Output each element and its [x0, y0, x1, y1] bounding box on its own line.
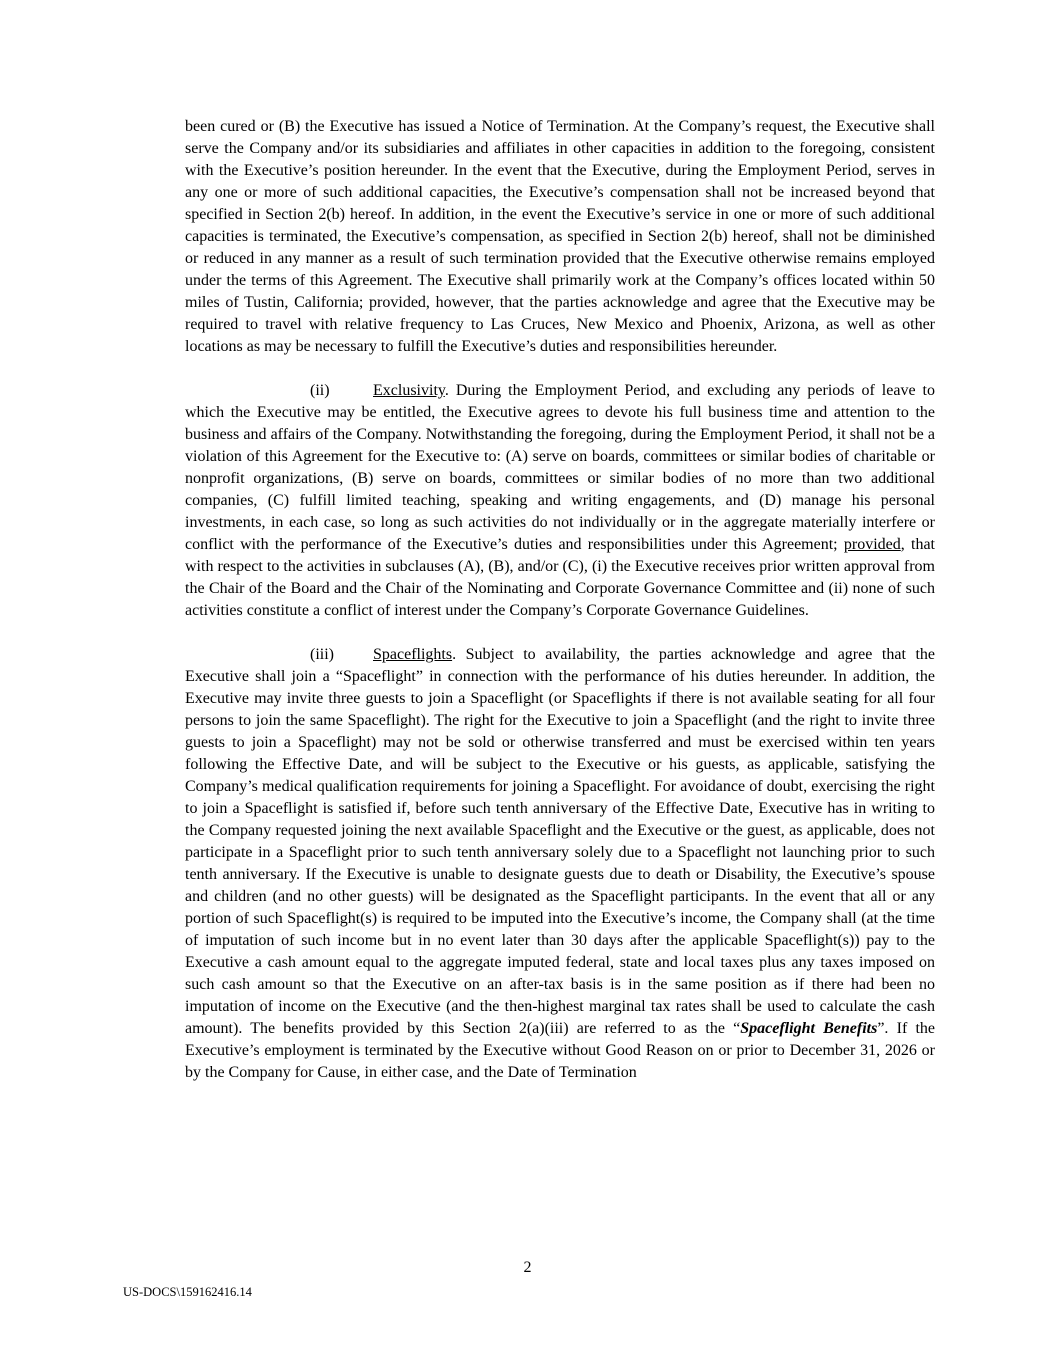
clause-marker: (iii): [310, 646, 334, 663]
clause-heading: Spaceflights: [373, 646, 453, 663]
paragraph-text: . During the Employment Period, and excluding any periods of leave to which the Executive may be entitled, the Executive agrees to devote his full business time and attention to the business and affairs of the Company. Notwithstanding the foregoing, during the Employment Period, it shall not be a violation of this Agreement for the Executive to: (A) serve on boards, committees or similar bodies of charitable or nonprofit organizations, (B) serve on boards, committees or similar bodies of no more than two additional companies, (C) fulfill limited teaching, speaking and writing engagements, and (D) manage his personal investments, in each case, so long as such activities do not individually or in the aggregate materially interfere or conflict with the performance of the Executive’s duties and responsibilities under this Agreement;: [185, 382, 935, 553]
document-id-footer: US-DOCS\159162416.14: [123, 1285, 252, 1299]
paragraph-exclusivity: [185, 380, 935, 622]
paragraph-text: , that with respect to the activities in subclauses (A), (B), and/or (C), (i) the Executive receives prior written approval from the Chair of the Board and the Chair of the Nominating and Corporate Governance Committee and (ii) none of such activities constitute a conflict of interest under the Company’s Corporate Governance Guidelines.: [185, 536, 935, 619]
paragraph-spaceflights: [185, 644, 935, 1084]
clause-marker: (ii): [310, 382, 330, 399]
page-number: 2: [523, 1259, 532, 1276]
paragraph-continuation: [185, 116, 935, 358]
clause-heading: Exclusivity: [373, 382, 445, 399]
paragraph-text: . Subject to availability, the parties acknowledge and agree that the Executive shall join a “Spaceflight” in connection with the performance of his duties hereunder. In addition, the Executive may invite three guests to join a Spaceflight (or Spaceflights if there is not available seating for all four persons to join the same Spaceflight). The right for the Executive to join a Spaceflight (and the right to invite three guests to join a Spaceflight) may not be sold or otherwise transferred and must be exercised within ten years following the Effective Date, and will be subject to the Executive or his guests, as applicable, satisfying the Company’s medical qualification requirements for joining a Spaceflight. For avoidance of doubt, exercising the right to join a Spaceflight is satisfied if, before such tenth anniversary of the Effective Date, Executive has in writing to the Company requested joining the next available Spaceflight and the Executive or the guest, as applicable, does not participate in a Spaceflight prior to such tenth anniversary solely due to a Spaceflight not launching prior to such tenth anniversary. If the Executive is unable to designate guests due to death or Disability, the Executive’s spouse and children (and no other guests) will be designated as the Spaceflight participants. In the event that all or any portion of such Spaceflight(s) is required to be imputed into the Executive’s income, the Company shall (at the time of imputation of such income but in no event later than 30 days after the applicable Spaceflight(s)) pay to the Executive a cash amount equal to the aggregate imputed federal, state and local taxes plus any taxes imposed on such cash amount so that the Executive on an after-tax basis is in the same position as if there had been no imputation of income on the Executive (and the then-highest marginal tax rates shall be used to calculate the cash amount). The benefits provided by this Section 2(a)(iii) are referred to as the “: [185, 646, 935, 1037]
document-body: [185, 116, 935, 1106]
paragraph-text: been cured or (B) the Executive has issued a Notice of Termination. At the Company’s request, the Executive shall serve the Company and/or its subsidiaries and affiliates in other capacities in addition to the foregoing, consistent with the Executive’s position hereunder. In the event that the Executive, during the Employment Period, serves in any one or more of such additional capacities, the Executive’s compensation shall not be increased beyond that specified in Section 2(b) hereof. In addition, in the event the Executive’s service in one or more of such additional capacities is terminated, the Executive’s compensation, as specified in Section 2(b) hereof, shall not be diminished or reduced in any manner as a result of such termination provided that the Executive otherwise remains employed under the terms of this Agreement. The Executive shall primarily work at the Company’s offices located within 50 miles of Tustin, California; provided, however, that the parties acknowledge and agree that the Executive may be required to travel with relative frequency to Las Cruces, New Mexico and Phoenix, Arizona, as well as other locations as may be necessary to fulfill the Executive’s duties and responsibilities hereunder.: [185, 118, 935, 355]
paragraph-text: ”. If the Executive’s employment is terminated by the Executive without Good Reason on or prior to December 31, 2026 or by the Company for Cause, in either case, and the Date of Termination: [185, 1020, 935, 1081]
provided-term: provided: [843, 536, 901, 553]
defined-term-spaceflight-benefits: Spaceflight Benefits: [740, 1020, 878, 1037]
